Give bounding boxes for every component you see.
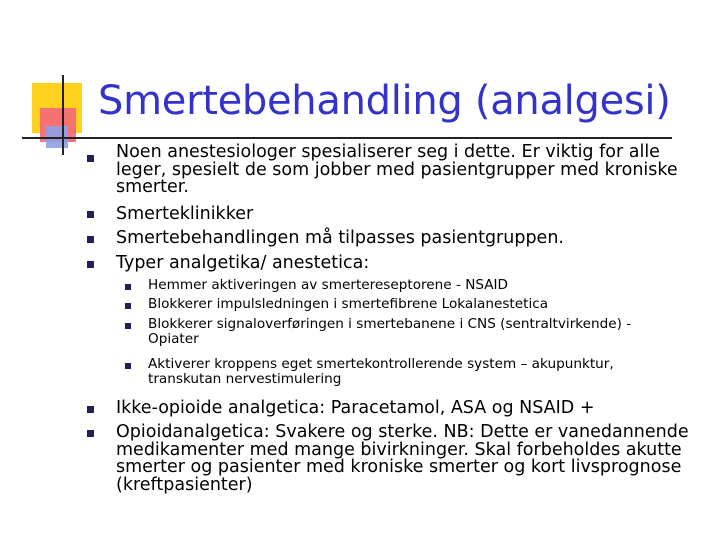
sub-bullet-item: Blokkerer impulsledningen i smertefibrene Lokalanestetica: [148, 296, 549, 312]
sub-bullet-item: Hemmer aktiveringen av smertereseptorene - NSAID: [148, 277, 509, 293]
bullet-item: Typer analgetika/ anestetica:: [116, 253, 370, 273]
title-underline: [22, 137, 672, 139]
bullet-item: Noen anestesiologer spesialiserer seg i dette. Er viktig for alle leger, spesielt de som jobber med pasientgrupper med kroniske smerter.: [116, 142, 678, 197]
bullet-marker: [87, 236, 94, 243]
bullet-marker: [87, 261, 94, 268]
sub-bullet-item: Aktiverer kroppens eget smertekontrollerende system – akupunktur, transkutan nervestimulering: [148, 356, 614, 387]
bullet-marker: [87, 155, 94, 162]
bullet-item: Smertebehandlingen må tilpasses pasientgruppen.: [116, 228, 564, 248]
sub-bullet-marker: [125, 363, 131, 369]
bullet-item: Opioidanalgetica: Svakere og sterke. NB: Dette er vanedannende medikamenter med mange bivirkninger. Skal forbeholdes akutte smerter og pasienter med kroniske smerter og kort livsprognose (kreftpasienter): [116, 422, 689, 495]
bullet-marker: [87, 211, 94, 218]
sub-bullet-marker: [125, 303, 131, 309]
bullet-marker: [87, 430, 94, 437]
bullet-item: Smerteklinikker: [116, 204, 254, 224]
slide-title: Smertebehandling (analgesi): [98, 78, 671, 124]
bullet-marker: [87, 406, 94, 413]
sub-bullet-marker: [125, 323, 131, 329]
decor-vertical-line: [62, 75, 64, 155]
bullet-item: Ikke-opioide analgetica: Paracetamol, ASA og NSAID +: [116, 398, 595, 418]
sub-bullet-marker: [125, 284, 131, 290]
sub-bullet-item: Blokkerer signaloverføringen i smertebanene i CNS (sentraltvirkende) - Opiater: [148, 316, 632, 347]
